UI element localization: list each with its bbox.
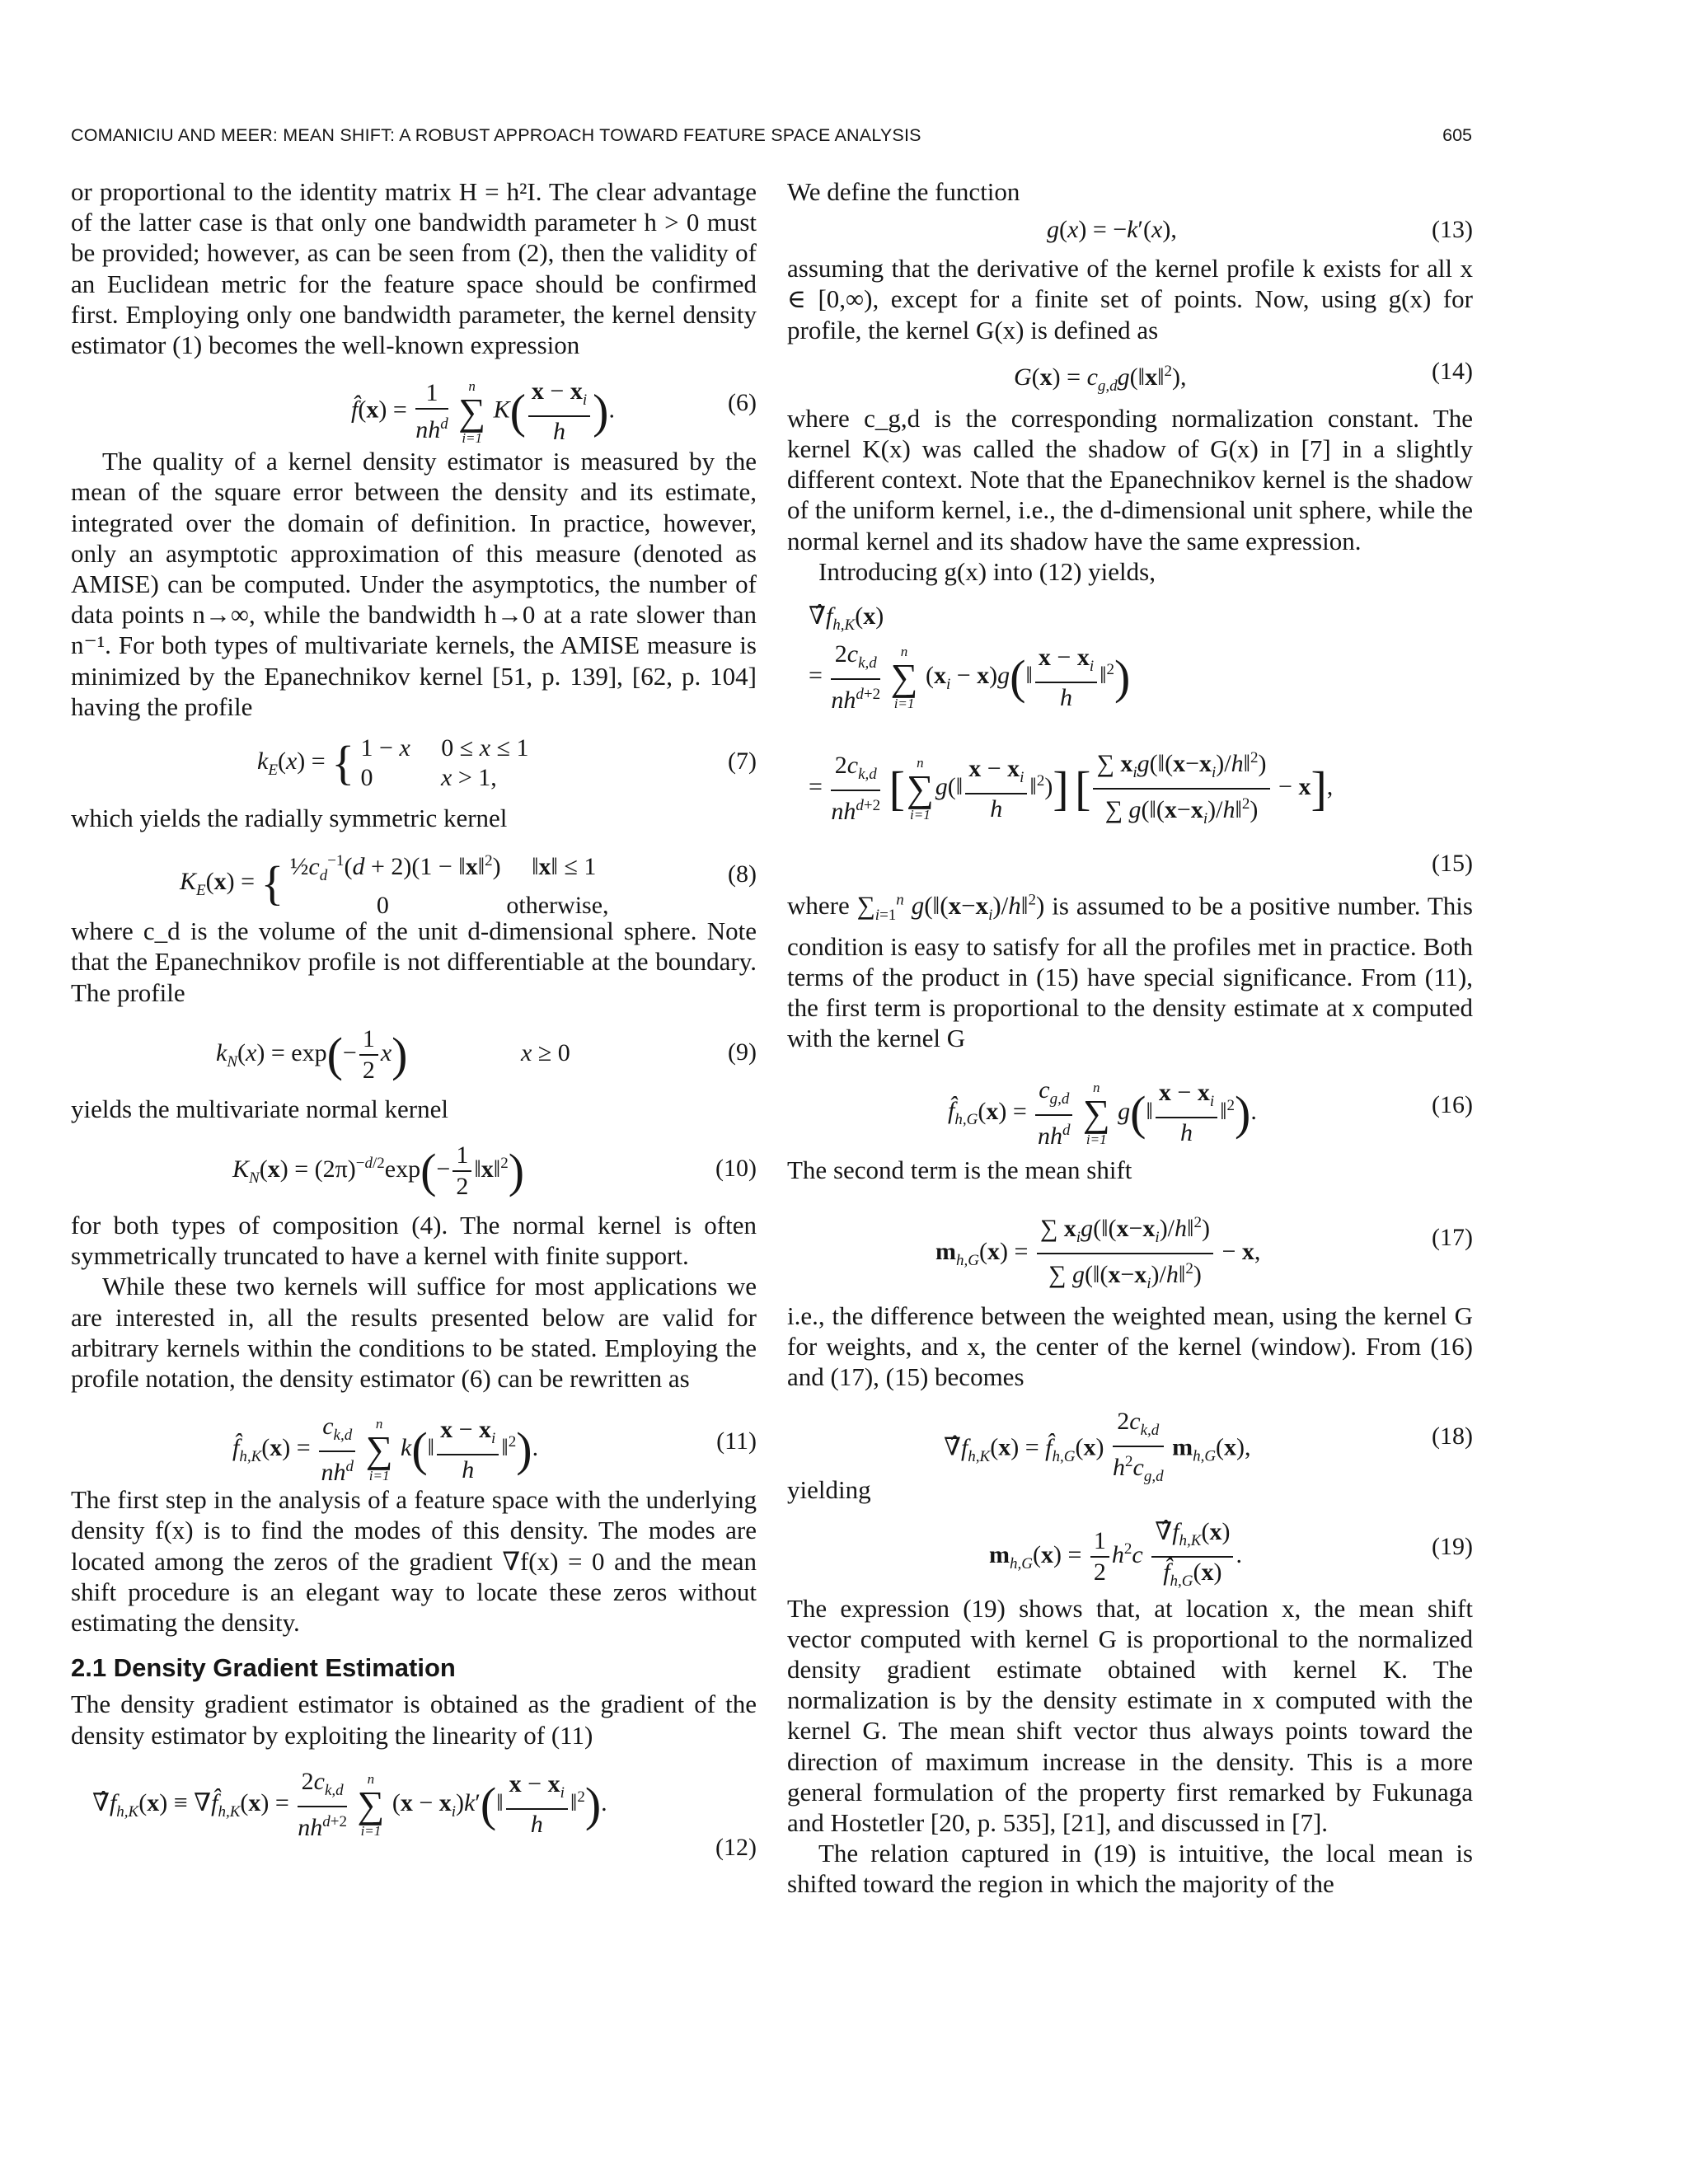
equation-13-body: g(x) = −k′(x), <box>1047 216 1177 244</box>
equation-6-body: f̂(x) = $\frac{1}{nh^d}$ n ∑ i=1 K( $\frac{x - x_i}{h}$ ). <box>351 377 615 446</box>
equation-6 <box>71 360 757 446</box>
equation-8 <box>71 833 757 920</box>
left-paragraph-1: or proportional to the identity matrix H = h²I. The clear advantage of the latter case is that only one bandwidth parameter h > 0 must be provided; however, as can be seen from (2), then the validity of an Euclidean metric for the feature space should be confirmed first. Employing only one bandwidth parameter, the kernel density estimator (1) becomes the well-known expression <box>71 177 757 360</box>
equation-14-body: $G(x) = c_{g,d}g(‖x‖^2)$, <box>1014 362 1187 395</box>
equation-16-number: (16) <box>1432 1090 1473 1118</box>
eq15-condition: where $\sum_{i=1}^n$ $g(‖(x-x_i)/h‖^2)$ <box>787 891 1053 925</box>
left-paragraph-9: The density gradient estimator is obtained as the gradient of the density estimator by exploiting the linearity of (11) <box>71 1690 757 1750</box>
right-paragraph-5-text: is assumed to be a positive number. This condition is easy to satisfy for all the profiles met in practice. Both terms of the product in (15) have special significance. From (11), the first term is proportional to the density estimate at x computed with the kernel G <box>787 891 1473 1053</box>
equation-9 <box>71 1008 757 1094</box>
left-paragraph-4: where c_d is the volume of the unit d-dimensional sphere. Note that the Epanechnikov profile is not differentiable at the boundary. The profile <box>71 916 757 1007</box>
equation-12 <box>71 1750 757 1866</box>
right-paragraph-6: The second term is the mean shift <box>787 1155 1132 1184</box>
right-paragraph-5 <box>787 885 1473 1054</box>
equation-16-body: $f̂_{h,G}(x)$ = $\frac{c_{g,d}}{nh^d}$ n ∑ i=1 g(‖ $\frac{x - x_i}{h}$ ‖$^2$). <box>948 1076 1257 1150</box>
right-paragraph-1: We define the function <box>787 177 1020 206</box>
equation-15-line-3: = $\frac{2c_{k,d}}{nh^{d+2}}$ [ n ∑ i=1 g(‖ $\frac{x - x_i}{h}$ ‖$^2$)] [ $\frac{\sum x_ig(‖(x-x_i)/h‖^2)}{\sum g(‖(x-x_i)/h‖^2)}$ − x], <box>809 743 1333 834</box>
equation-18-body: $\nablâf_{h,K}(x)$ = $f̂_{h,G}(x)$ $\frac{2c_{k,d}}{h^2c_{g,d}}$ $m_{h,G}(x)$, <box>944 1408 1251 1486</box>
equation-15-line-1: $\nablâf_{h,K}(x)$ <box>809 602 884 635</box>
left-paragraph-7: While these two kernels will suffice for most applications we are interested in, all the results presented below are valid for arbitrary kernels within the conditions to be stated. Employing the profile notation, the density estimator (6) can be rewritten as <box>71 1272 757 1394</box>
equation-12-body: $\nablâf_{h,K}(x)$ ≡ $\nabla f̂_{h,K}(x)$ = $\frac{2c_{k,d}}{nh^{d+2}}$ n ∑ i=1 $(x - x_i)k'(‖$ $\frac{x - x_i}{h}$ ‖$^2$). <box>92 1767 607 1841</box>
equation-7 <box>71 722 757 803</box>
equation-12-number: (12) <box>715 1833 757 1861</box>
equation-9-body: $k_N(x) = \exp(-$ $\frac{1}{2}$ x) x ≥ 0 <box>216 1024 570 1084</box>
section-heading: 2.1 Density Gradient Estimation <box>71 1653 456 1683</box>
equation-10-body: $K_N(x) = (2\pi)^{-d/2}\exp(-$ $\frac{1}{2}$ ‖x‖$^2$) <box>232 1141 525 1201</box>
equation-11 <box>71 1394 757 1487</box>
equation-8-number: (8) <box>728 860 757 888</box>
right-paragraph-7: i.e., the difference between the weighted mean, using the kernel G for weights, and x, the center of the kernel (window). From (16) and (17), (15) becomes <box>787 1301 1473 1392</box>
equation-14 <box>787 345 1473 403</box>
equation-18-number: (18) <box>1432 1422 1473 1451</box>
equation-18 <box>787 1392 1473 1486</box>
equation-19-body: $m_{h,G}(x)$ = $\frac{1}{2}$ $h^2c$ $\frac{\nablâf_{h,K}(x)}{f̂_{h,G}(x)}$ . <box>989 1517 1242 1590</box>
equation-15-line-2: = $\frac{2c_{k,d}}{nh^{d+2}}$ n ∑ i=1 ($x_i$ − x)g(‖ $\frac{x - x_i}{h}$ ‖$^2$) <box>809 640 1131 715</box>
equation-16 <box>787 1054 1473 1155</box>
equation-19 <box>787 1506 1473 1593</box>
right-paragraph-10: The relation captured in (19) is intuitive, the local mean is shifted toward the region in which the majority of the <box>787 1839 1473 1899</box>
left-paragraph-3: which yields the radially symmetric kernel <box>71 804 508 833</box>
equation-11-body: $f̂_{h,K}(x)$ = $\frac{c_{k,d}}{nh^d}$ n ∑ i=1 k(‖ $\frac{x - x_i}{h}$ ‖$^2$). <box>232 1413 539 1487</box>
equation-19-number: (19) <box>1432 1532 1473 1560</box>
left-paragraph-8: The first step in the analysis of a feature space with the underlying density f(x) is to find the modes of this density. The modes are located among the zeros of the gradient ∇f(x) = 0 and the mean shift procedure is an elegant way to locate these zeros without estimating the density. <box>71 1485 757 1638</box>
running-head: COMANICIU AND MEER: MEAN SHIFT: A ROBUST APPROACH TOWARD FEATURE SPACE ANALYSIS <box>71 125 921 145</box>
right-paragraph-4: Introducing g(x) into (12) yields, <box>818 556 1156 586</box>
equation-11-number: (11) <box>716 1427 757 1455</box>
equation-15-number: (15) <box>1432 850 1473 878</box>
equation-9-number: (9) <box>728 1038 757 1066</box>
equation-15 <box>787 587 1473 885</box>
right-paragraph-3: where c_g,d is the corresponding normalization constant. The kernel K(x) was called the shadow of G(x) in [7] in a slightly different context. Note that the Epanechnikov kernel is the shadow of the uniform kernel, i.e., the d-dimensional unit sphere, while the normal kernel and its shadow have the same expression. <box>787 403 1473 555</box>
equation-7-body: $k_E(x)$ = { 1 − x 0 ≤ x ≤ 1 0 x > 1, <box>257 734 529 792</box>
equation-10-number: (10) <box>715 1155 757 1183</box>
equation-8-body: $K_E(x)$ = { $\frac{1}{2}c_d^{-1}(d + 2)(1$ − ‖x‖$^2$) ‖x‖ ≤ 1 0 otherwise, <box>180 852 609 920</box>
right-paragraph-8: yielding <box>787 1475 871 1505</box>
left-paragraph-5: yields the multivariate normal kernel <box>71 1094 448 1123</box>
left-column <box>71 176 757 1866</box>
left-paragraph-6: for both types of composition (4). The normal kernel is often symmetrically truncated to have a kernel with finite support. <box>71 1211 757 1271</box>
equation-17 <box>787 1185 1473 1301</box>
equation-7-number: (7) <box>728 748 757 776</box>
equation-13-number: (13) <box>1432 216 1473 244</box>
equation-14-number: (14) <box>1432 357 1473 385</box>
equation-17-body: $m_{h,G}(x)$ = $\frac{\sum x_ig(‖(x-x_i)/h‖^2)}{\sum g(‖(x-x_i)/h‖^2)}$ − x, <box>935 1208 1260 1299</box>
equation-17-number: (17) <box>1432 1223 1473 1251</box>
right-column <box>787 176 1473 1900</box>
page-number: 605 <box>1442 125 1472 145</box>
equation-13 <box>787 207 1473 253</box>
equation-10 <box>71 1124 757 1210</box>
left-paragraph-2: The quality of a kernel density estimator is measured by the mean of the square error between the density and its estimate, integrated over the domain of definition. In practice, however, only an asymptotic approximation of this measure (denoted as AMISE) can be computed. Under the asymptotics, the number of data points n→∞, while the bandwidth h→0 at a rate slower than n⁻¹. For both types of multivariate kernels, the AMISE measure is minimized by the Epanechnikov kernel [51, p. 139], [62, p. 104] having the profile <box>71 447 757 721</box>
right-paragraph-9: The expression (19) shows that, at location x, the mean shift vector computed with kernel G is proportional to the normalized density gradient estimate obtained with kernel K. The normalization is by the density estimate in x computed with the kernel G. The mean shift vector thus always points toward the direction of maximum increase in the density. This is a more general formulation of the property first remarked by Fukunaga and Hostetler [20, p. 535], [21], and discussed in [7]. <box>787 1593 1473 1837</box>
equation-6-number: (6) <box>728 389 757 417</box>
right-paragraph-2: assuming that the derivative of the kernel profile k exists for all x ∈ [0,∞), except for a finite set of points. Now, using g(x) for profile, the kernel G(x) is defined as <box>787 254 1473 344</box>
